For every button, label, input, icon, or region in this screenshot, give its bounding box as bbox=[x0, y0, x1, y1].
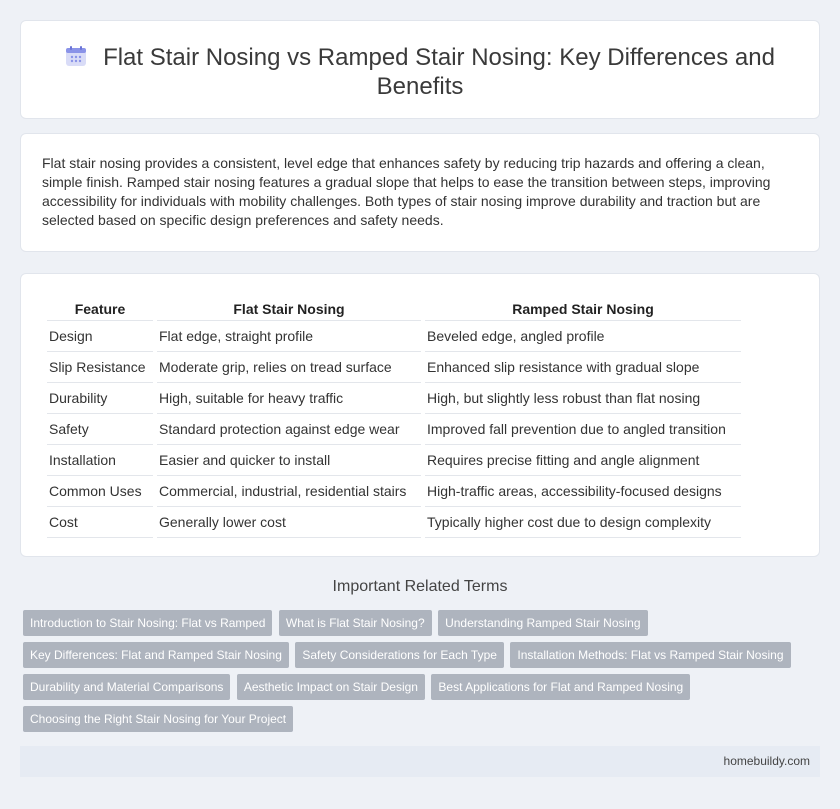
cell-feature: Installation bbox=[47, 445, 153, 476]
cell-ramped: Enhanced slip resistance with gradual slope bbox=[425, 352, 741, 383]
header-ramped: Ramped Stair Nosing bbox=[425, 296, 741, 321]
calendar-icon bbox=[65, 45, 87, 67]
cell-ramped: Beveled edge, angled profile bbox=[425, 321, 741, 352]
intro-card bbox=[20, 133, 820, 252]
related-tag[interactable]: Safety Considerations for Each Type bbox=[295, 642, 504, 668]
cell-feature: Design bbox=[47, 321, 153, 352]
cell-ramped: High, but slightly less robust than flat nosing bbox=[425, 383, 741, 414]
table-row bbox=[47, 445, 741, 476]
cell-feature: Slip Resistance bbox=[47, 352, 153, 383]
intro-paragraph: Flat stair nosing provides a consistent, level edge that enhances safety by reducing trip hazards and offering a clean, simple finish. Ramped stair nosing features a gradual slope that helps to ease the transition between steps, improving accessibility for individuals with mobility challenges. Both types of stair nosing improve durability and traction but are selected based on specific design preferences and safety needs. bbox=[42, 155, 771, 228]
header-flat: Flat Stair Nosing bbox=[157, 296, 421, 321]
title-card bbox=[20, 20, 820, 119]
related-tag[interactable]: Choosing the Right Stair Nosing for Your Project bbox=[23, 706, 293, 732]
related-tag[interactable]: Understanding Ramped Stair Nosing bbox=[438, 610, 647, 636]
cell-feature: Durability bbox=[47, 383, 153, 414]
footer-bar bbox=[20, 746, 820, 777]
comparison-card bbox=[20, 273, 820, 557]
table-row bbox=[47, 414, 741, 445]
table-row bbox=[47, 476, 741, 507]
cell-flat: Moderate grip, relies on tread surface bbox=[157, 352, 421, 383]
cell-ramped: Improved fall prevention due to angled transition bbox=[425, 414, 741, 445]
cell-feature: Common Uses bbox=[47, 476, 153, 507]
cell-flat: Standard protection against edge wear bbox=[157, 414, 421, 445]
related-terms-heading: Important Related Terms bbox=[332, 578, 508, 595]
header-feature: Feature bbox=[47, 296, 153, 321]
cell-ramped: Typically higher cost due to design complexity bbox=[425, 507, 741, 538]
related-tag[interactable]: Key Differences: Flat and Ramped Stair Nosing bbox=[23, 642, 289, 668]
cell-feature: Safety bbox=[47, 414, 153, 445]
related-tag[interactable]: Installation Methods: Flat vs Ramped Stair Nosing bbox=[510, 642, 790, 668]
footer-site-link[interactable]: homebuildy.com bbox=[723, 754, 810, 768]
cell-flat: Commercial, industrial, residential stairs bbox=[157, 476, 421, 507]
cell-ramped: Requires precise fitting and angle alignment bbox=[425, 445, 741, 476]
table-row bbox=[47, 507, 741, 538]
comparison-table bbox=[43, 296, 745, 538]
related-tag[interactable]: Best Applications for Flat and Ramped Nosing bbox=[431, 674, 690, 700]
table-row bbox=[47, 321, 741, 352]
cell-ramped: High-traffic areas, accessibility-focused designs bbox=[425, 476, 741, 507]
table-row bbox=[47, 383, 741, 414]
related-tag[interactable]: Aesthetic Impact on Stair Design bbox=[237, 674, 425, 700]
related-tag[interactable]: What is Flat Stair Nosing? bbox=[279, 610, 432, 636]
page-title: Flat Stair Nosing vs Ramped Stair Nosing: Key Differences and Benefits bbox=[103, 44, 775, 100]
table-header-row bbox=[47, 296, 741, 321]
related-tag[interactable]: Introduction to Stair Nosing: Flat vs Ramped bbox=[23, 610, 272, 636]
cell-flat: High, suitable for heavy traffic bbox=[157, 383, 421, 414]
page-title-wrap bbox=[61, 43, 779, 101]
cell-flat: Flat edge, straight profile bbox=[157, 321, 421, 352]
related-tag[interactable]: Durability and Material Comparisons bbox=[23, 674, 230, 700]
cell-feature: Cost bbox=[47, 507, 153, 538]
cell-flat: Generally lower cost bbox=[157, 507, 421, 538]
table-row bbox=[47, 352, 741, 383]
cell-flat: Easier and quicker to install bbox=[157, 445, 421, 476]
related-terms-list bbox=[23, 610, 803, 738]
